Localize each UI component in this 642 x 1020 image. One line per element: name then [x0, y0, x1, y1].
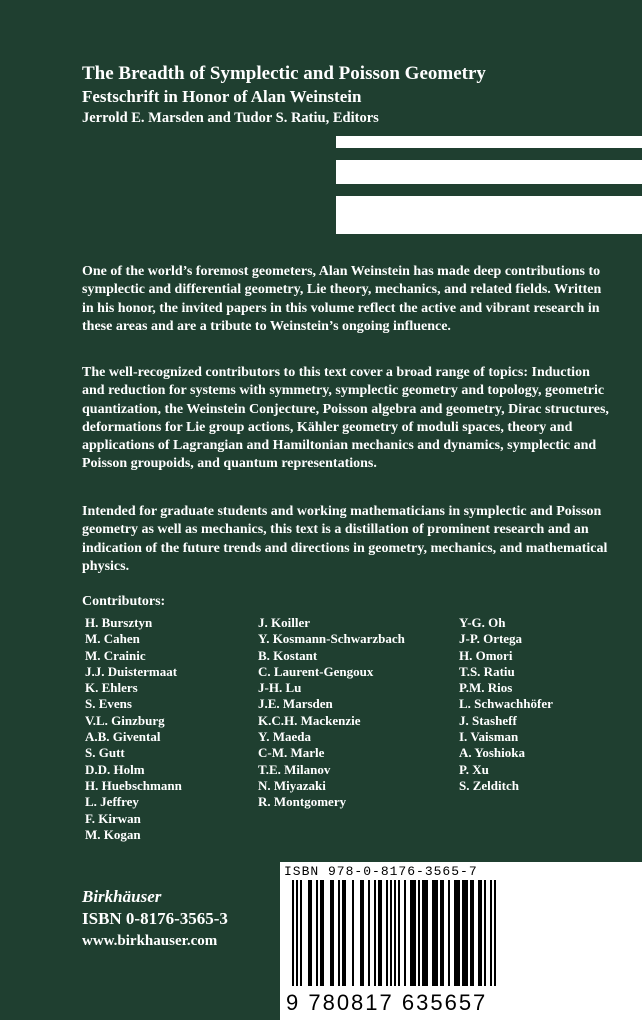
contributor: M. Cahen [85, 631, 140, 647]
contributor: C. Laurent-Gengoux [258, 663, 374, 679]
decor-stripe-1 [336, 136, 642, 148]
contributor: N. Miyazaki [258, 777, 326, 793]
contributor: T.S. Ratiu [459, 663, 515, 679]
contributor: M. Kogan [85, 826, 141, 842]
contributor: S. Zelditch [459, 777, 519, 793]
barcode-panel [280, 862, 642, 1020]
contributor: J. Koiller [258, 615, 310, 630]
paragraph-audience: Intended for graduate students and working mathematicians in symplectic and Poisson geometry as well as mechanics, this text is a distillation of prominent research and an indication of the future trends and directions in geometry, mechanics, and mathematical physics. [82, 504, 608, 574]
contributor: Y. Maeda [258, 729, 311, 745]
paragraph-intro: One of the world’s foremost geometers, Alan Weinstein has made deep contributions to symplectic and differential geometry, Lie theory, mechanics, and related fields. Written in his honor, the invited papers in this volume reflect the active and vibrant research in these areas and are a tribute to Weinstein’s ongoing influence. [82, 264, 602, 334]
contributor: C-M. Marle [258, 745, 325, 761]
book-subtitle: Festschrift in Honor of Alan Weinstein [82, 87, 362, 106]
decor-stripe-3 [336, 196, 642, 234]
contributor: J.J. Duistermaat [85, 663, 178, 679]
contributor: A. Yoshioka [459, 745, 525, 761]
contributor: H. Bursztyn [85, 615, 153, 630]
contributor: V.L. Ginzburg [85, 712, 165, 728]
publisher-block [82, 886, 228, 952]
contributor: Y. Kosmann-Schwarzbach [258, 631, 405, 647]
contributors-column-3 [459, 615, 553, 794]
contributor: P. Xu [459, 761, 489, 777]
paragraph-topics: The well-recognized contributors to this text cover a broad range of topics: Induction and reduction for systems with symmetry, symplectic geometry and topology, geometric quantization, the Weinstein Conjecture, Poisson algebra and geometry, Dirac structures, deformations for Lie group actions, Kähler geometry of moduli spaces, theory and applications of Lagrangian and Hamiltonian mechanics and dynamics, symplectic and Poisson groupoids, and quantum representations. [82, 365, 609, 472]
publisher-url: www.birkhauser.com [82, 933, 218, 949]
contributor: I. Vaisman [459, 729, 519, 745]
contributor: J-P. Ortega [459, 631, 523, 647]
contributor: K.C.H. Mackenzie [258, 712, 361, 728]
isbn-text: ISBN 0-8176-3565-3 [82, 909, 228, 928]
contributors-column-2 [258, 615, 405, 811]
book-editors: Jerrold E. Marsden and Tudor S. Ratiu, Editors [82, 110, 379, 126]
contributor: Y-G. Oh [459, 615, 506, 630]
contributor: L. Jeffrey [85, 794, 139, 810]
contributor: H. Huebschmann [85, 777, 182, 793]
contributor: J. Stasheff [459, 712, 517, 728]
contributor: H. Omori [459, 647, 513, 663]
contributor: S. Evens [85, 696, 132, 712]
barcode-digits: 9 780817 635657 [286, 990, 488, 1015]
contributors-heading: Contributors: [82, 594, 166, 609]
contributor: P.M. Rios [459, 680, 513, 696]
contributor: B. Kostant [258, 647, 318, 663]
decor-stripe-2 [336, 160, 642, 184]
contributor: F. Kirwan [85, 810, 141, 826]
barcode-isbn-label: ISBN 978-0-8176-3565-7 [284, 864, 478, 879]
contributor: A.B. Givental [85, 729, 161, 745]
contributor: M. Crainic [85, 647, 146, 663]
contributor: L. Schwachhöfer [459, 696, 553, 712]
contributor: D.D. Holm [85, 761, 145, 777]
contributor: K. Ehlers [85, 680, 138, 696]
contributor: J.E. Marsden [258, 696, 333, 712]
book-title: The Breadth of Symplectic and Poisson Geometry [82, 63, 486, 84]
title-block [82, 62, 486, 128]
barcode-icon [288, 880, 568, 988]
publisher-name: Birkhäuser [82, 887, 162, 906]
contributor: T.E. Milanov [258, 761, 331, 777]
contributors-column-1 [85, 615, 182, 843]
contributor: J-H. Lu [258, 680, 302, 696]
contributor: R. Montgomery [258, 794, 347, 810]
contributor: S. Gutt [85, 745, 125, 761]
